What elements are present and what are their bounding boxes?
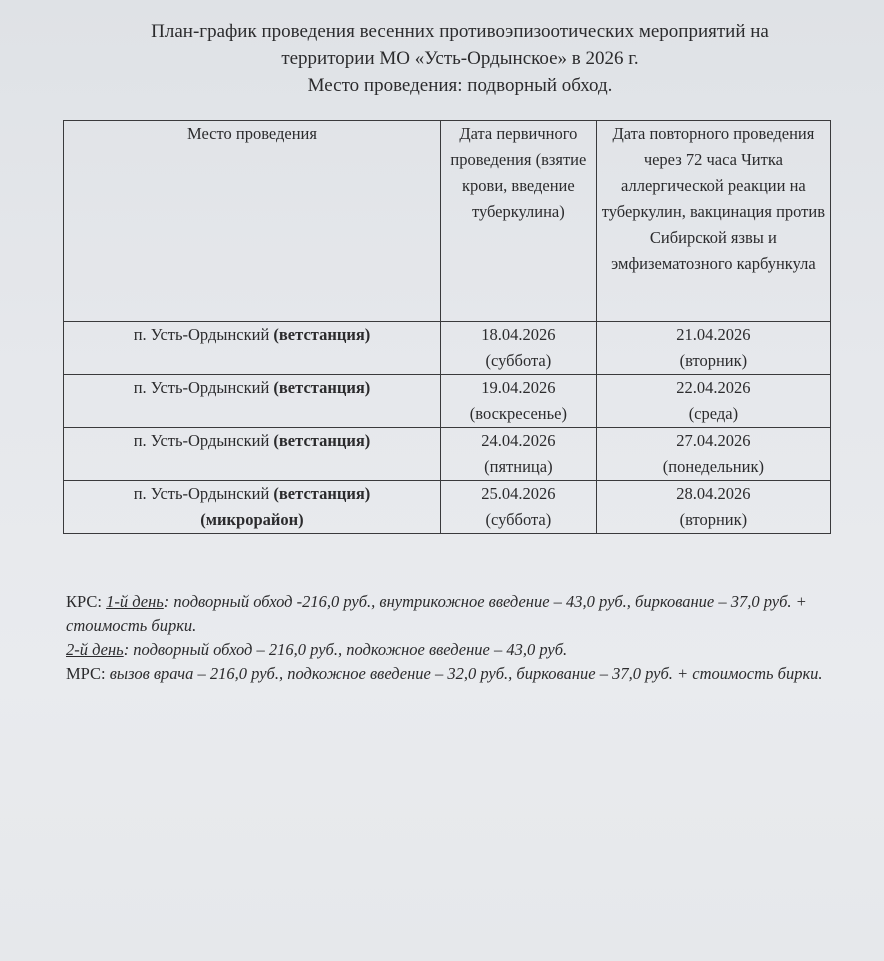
row-first-date bbox=[440, 481, 596, 534]
place-bold: (ветстанция) bbox=[273, 431, 371, 450]
mrs-label: МРС: bbox=[66, 664, 110, 683]
table-row bbox=[64, 322, 831, 375]
second-day: (вторник) bbox=[679, 351, 748, 370]
first-day: (суббота) bbox=[485, 510, 552, 529]
first-day: (суббота) bbox=[485, 351, 552, 370]
row-place bbox=[64, 481, 441, 534]
place-text: п. Усть-Ордынский bbox=[133, 325, 274, 344]
second-date: 22.04.2026 bbox=[676, 378, 751, 397]
header-second-date: Дата повторного проведения через 72 часа Читка аллергической реакции на туберкулин, вакцинация против Сибирской язвы и эмфизематозного карбункула bbox=[596, 121, 830, 322]
table-row bbox=[64, 428, 831, 481]
header-first-date: Дата первичного проведения (взятие крови, введение туберкулина) bbox=[440, 121, 596, 322]
day1-text: : подворный обход -216,0 руб., внутрикожное введение – 43,0 руб., биркование – 37,0 руб. + стоимость бирки. bbox=[66, 592, 807, 635]
place-text: п. Усть-Ордынский bbox=[133, 431, 274, 450]
first-date: 24.04.2026 bbox=[481, 431, 556, 450]
row-first-date bbox=[440, 375, 596, 428]
row-first-date bbox=[440, 428, 596, 481]
row-second-date bbox=[596, 428, 830, 481]
note-krs bbox=[66, 590, 836, 638]
table-row bbox=[64, 481, 831, 534]
second-day: (понедельник) bbox=[662, 457, 764, 476]
second-date: 28.04.2026 bbox=[676, 484, 751, 503]
title-line-3: Место проведения: подворный обход. bbox=[307, 75, 613, 96]
day2-label: 2-й день bbox=[66, 640, 124, 659]
title-line-1: План-график проведения весенних противоэпизоотических мероприятий на bbox=[151, 21, 769, 42]
note-day2 bbox=[66, 638, 836, 662]
row-place bbox=[64, 322, 441, 375]
title-line-2: территории МО «Усть-Ордынское» в 2026 г. bbox=[281, 48, 639, 69]
row-second-date bbox=[596, 322, 830, 375]
first-date: 18.04.2026 bbox=[481, 325, 556, 344]
place-bold-2: (микрорайон) bbox=[200, 510, 304, 529]
second-date: 21.04.2026 bbox=[676, 325, 751, 344]
mrs-text: вызов врача – 216,0 руб., подкожное введение – 32,0 руб., биркование – 37,0 руб. + стоимость бирки. bbox=[109, 664, 823, 683]
day2-text: : подворный обход – 216,0 руб., подкожное введение – 43,0 руб. bbox=[123, 640, 568, 659]
day1-label: 1-й день bbox=[106, 592, 164, 611]
row-second-date bbox=[596, 481, 830, 534]
second-date: 27.04.2026 bbox=[676, 431, 751, 450]
header-place: Место проведения bbox=[64, 121, 441, 322]
first-day: (пятница) bbox=[484, 457, 553, 476]
place-text: п. Усть-Ордынский bbox=[133, 484, 274, 503]
table-row bbox=[64, 375, 831, 428]
place-bold: (ветстанция) bbox=[273, 325, 371, 344]
note-mrs bbox=[66, 662, 836, 686]
second-day: (вторник) bbox=[679, 510, 748, 529]
schedule-table bbox=[63, 120, 831, 534]
first-date: 19.04.2026 bbox=[481, 378, 556, 397]
row-place bbox=[64, 428, 441, 481]
row-second-date bbox=[596, 375, 830, 428]
first-day: (воскресенье) bbox=[469, 404, 567, 423]
table-header-row bbox=[64, 121, 831, 322]
place-bold: (ветстанция) bbox=[273, 378, 371, 397]
second-day: (среда) bbox=[688, 404, 739, 423]
first-date: 25.04.2026 bbox=[481, 484, 556, 503]
krs-label: КРС: bbox=[66, 592, 107, 611]
row-place bbox=[64, 375, 441, 428]
document-title bbox=[60, 18, 860, 99]
row-first-date bbox=[440, 322, 596, 375]
place-text: п. Усть-Ордынский bbox=[133, 378, 274, 397]
place-bold: (ветстанция) bbox=[273, 484, 371, 503]
price-notes bbox=[66, 590, 836, 686]
